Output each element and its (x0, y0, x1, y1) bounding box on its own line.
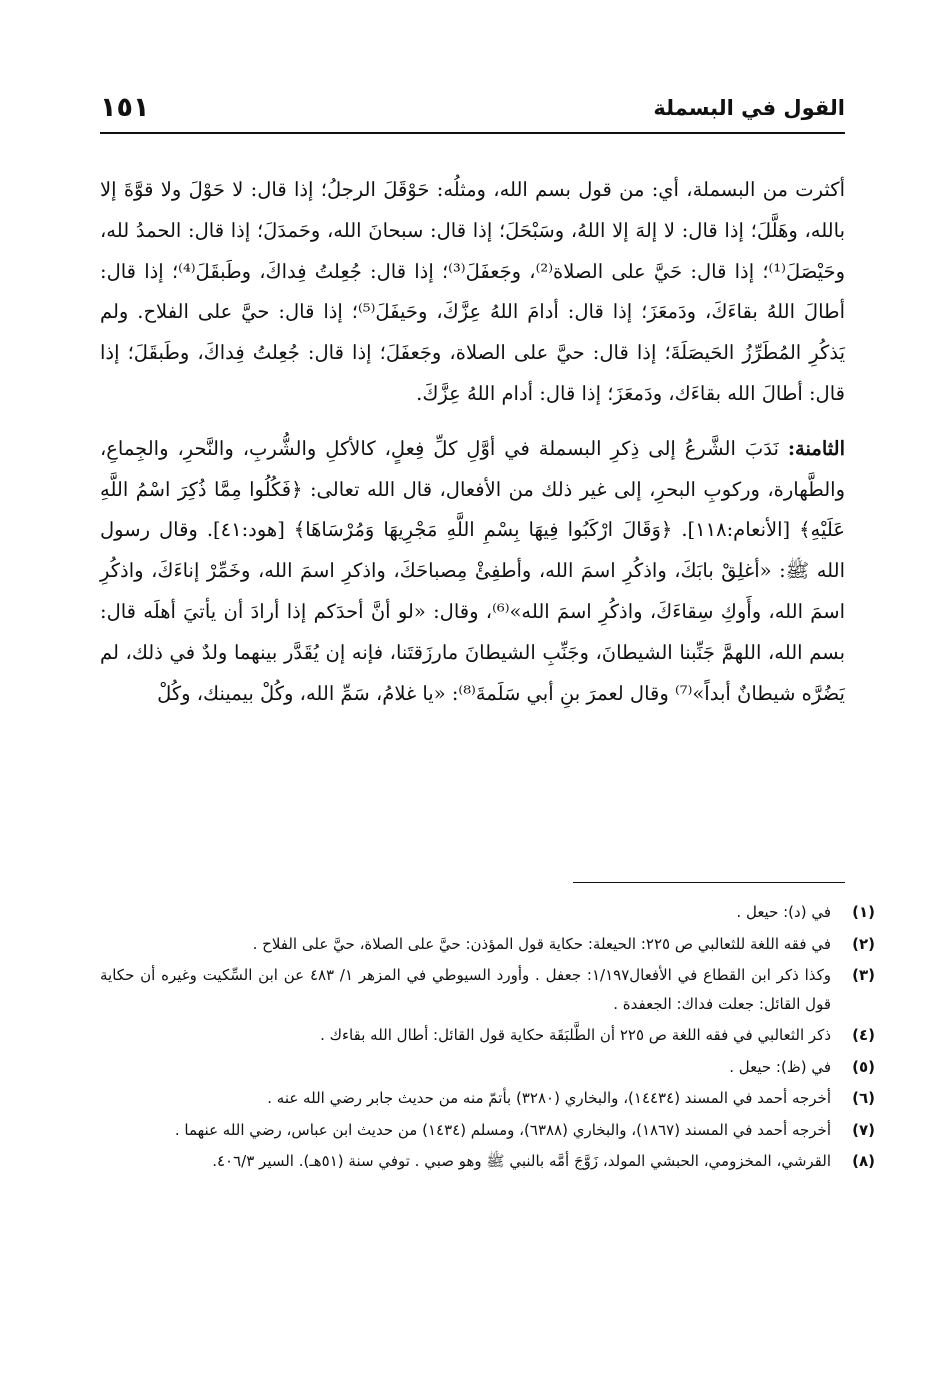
footnote (100, 1021, 875, 1050)
footnote (100, 1053, 875, 1082)
footnote (100, 1084, 875, 1113)
footnote-text: ذكر الثعالبي في فقه اللغة ص ٢٢٥ أن الطَّلبَقَة حكاية قول القائل: أطال الله بقاءك . (320, 1026, 831, 1044)
footnote-number: (١) (852, 903, 875, 921)
running-header (100, 92, 845, 132)
footnote-number: (٣) (852, 966, 875, 984)
footnote-number: (٦) (852, 1089, 875, 1107)
footnote-text: القرشي، المخزومي، الحبشي المولد، زَوَّجَ أمَّه بالنبي ﷺ وهو صبي . توفي سنة (٥١هـ). السير ٤٠٦/٣. (212, 1152, 831, 1170)
footnote-text: في فقه اللغة للثعالبي ص ٢٢٥: الحيعلة: حكاية قول المؤذن: حيَّ على الصلاة، حيَّ على الفلاح . (252, 934, 831, 953)
paragraph-eighth-point (100, 429, 845, 715)
page-number: ١٥١ (100, 92, 150, 123)
footnote (100, 1116, 875, 1145)
paragraph-basmala-derivatives (100, 170, 845, 415)
footnote-number: (٥) (852, 1057, 875, 1076)
footnote-text: أخرجه أحمد في المسند (١٨٦٧)، والبخاري (٦٣٨٨)، ومسلم (١٤٣٤) من حديث ابن عباس، رضي الله عنهما . (174, 1120, 831, 1139)
footnote-text: في (د): حيعل . (736, 903, 831, 921)
footnote (100, 898, 875, 927)
footnote-text: في (ظ): حيعل . (729, 1057, 831, 1076)
footnote-number: (٢) (852, 934, 875, 953)
footnote (100, 961, 875, 1018)
footnotes (100, 898, 875, 1179)
header-divider (100, 132, 845, 134)
running-title: القول في البسملة (653, 96, 845, 120)
section-lead: الثامنة: (787, 436, 846, 460)
footnote-number: (٧) (852, 1120, 875, 1139)
footnote (100, 1147, 875, 1176)
main-text (100, 170, 845, 714)
footnote-number: (٤) (852, 1026, 875, 1044)
paragraph-text: أكثرت من البسملة، أي: من قول بسم الله، ومثلُه: حَوْقَلَ الرجلُ؛ إذا قال: لا حَوْلَ ولا قوَّةَ إلا بالله، وهَلَّلَ؛ إذا قال: لا إلهَ إلا اللهُ، وسَبْحَلَ؛ إذا قال: سبحانَ الله، وحَمدَلَ؛ إذا قال: الحمدُ لله، وحَيْصَلَ⁽¹⁾؛ إذا قال: حَيَّ على الصلاة⁽²⁾، وجَعفَلَ⁽³⁾؛ إذا قال: جُعِلتُ فِداكَ، وطَبقَلَ⁽⁴⁾؛ إذا قال: أطالَ اللهُ بقاءَكَ، ودَمعَزَ؛ إذا قال: أدامَ اللهُ عِزَّكَ، وحَيفَلَ⁽⁵⁾؛ إذا قال: حيَّ على الفلاح. ولم يَذكُرِ المُطَرِّزُ الحَيصَلَةَ؛ إذا قال: حيَّ على الصلاة، وجَعفَلَ؛ إذا قال: جُعِلتُ فِداكَ، وطَبقَلَ؛ إذا قال: أطالَ الله بقاءَك، ودَمعَزَ؛ إذا قال: أدام اللهُ عِزَّكَ. (100, 178, 845, 405)
paragraph-text: نَدَبَ الشَّرعُ إلى ذِكرِ البسملة في أوَّلِ كلِّ فِعلٍ، كالأكلِ والشُّربِ، والنَّحرِ، والجِماعِ، والطَّهارة، وركوبِ البحرِ، إلى غير ذلك من الأفعال، قال الله تعالى: ﴿فَكُلُوا مِمَّا ذُكِرَ اسْمُ اللَّهِ عَلَيْهِ﴾ [الأنعام:١١٨]. ﴿وَقَالَ ارْكَبُوا فِيهَا بِسْمِ اللَّهِ مَجْرِيهَا وَمُرْسَاهَا﴾ [هود:٤١]. وقال رسول الله ﷺ: «أغلِقْ بابَكَ، واذكُرِ اسمَ الله، وأطفِئْ مِصباحَكَ، واذكرِ اسمَ الله، وخَمِّرْ إناءَكَ، واذكُرِ اسمَ الله، وأَوكِ سِقاءَكَ، واذكُرِ اسمَ الله»⁽⁶⁾، وقال: «لو أنَّ أحدَكم إذا أرادَ أن يأتيَ أهلَه قال: بسم الله، اللهمَّ جَنِّبنا الشيطانَ، وجَنِّبِ الشيطانَ مارزَقتَنا، فإنه إن يُقَدَّر بينهما ولدٌ في ذلك، لم يَضُرَّه شيطانٌ أبداً»⁽⁷⁾ وقال لعمرَ بنِ أبي سَلَمةَ⁽⁸⁾: «يا غلامُ، سَمِّ الله، وكُلْ بيمينك، وكُلْ (100, 436, 846, 705)
footnote-number: (٨) (852, 1152, 875, 1170)
footnote (100, 930, 875, 959)
footnote-text: أخرجه أحمد في المسند (١٤٤٣٤)، والبخاري (٣٢٨٠) بأتمّ منه من حديث جابر رضي الله عنه . (267, 1089, 831, 1107)
footnote-text: وكذا ذكر ابن القطاع في الأفعال١/١٩٧: جعفل . وأورد السيوطي في المزهر ١/ ٤٨٣ عن ابن السِّكيت وغيره أن حكاية قول القائل: جعلت فداك: الجعفدة . (100, 966, 832, 1013)
footnote-divider (573, 882, 845, 883)
